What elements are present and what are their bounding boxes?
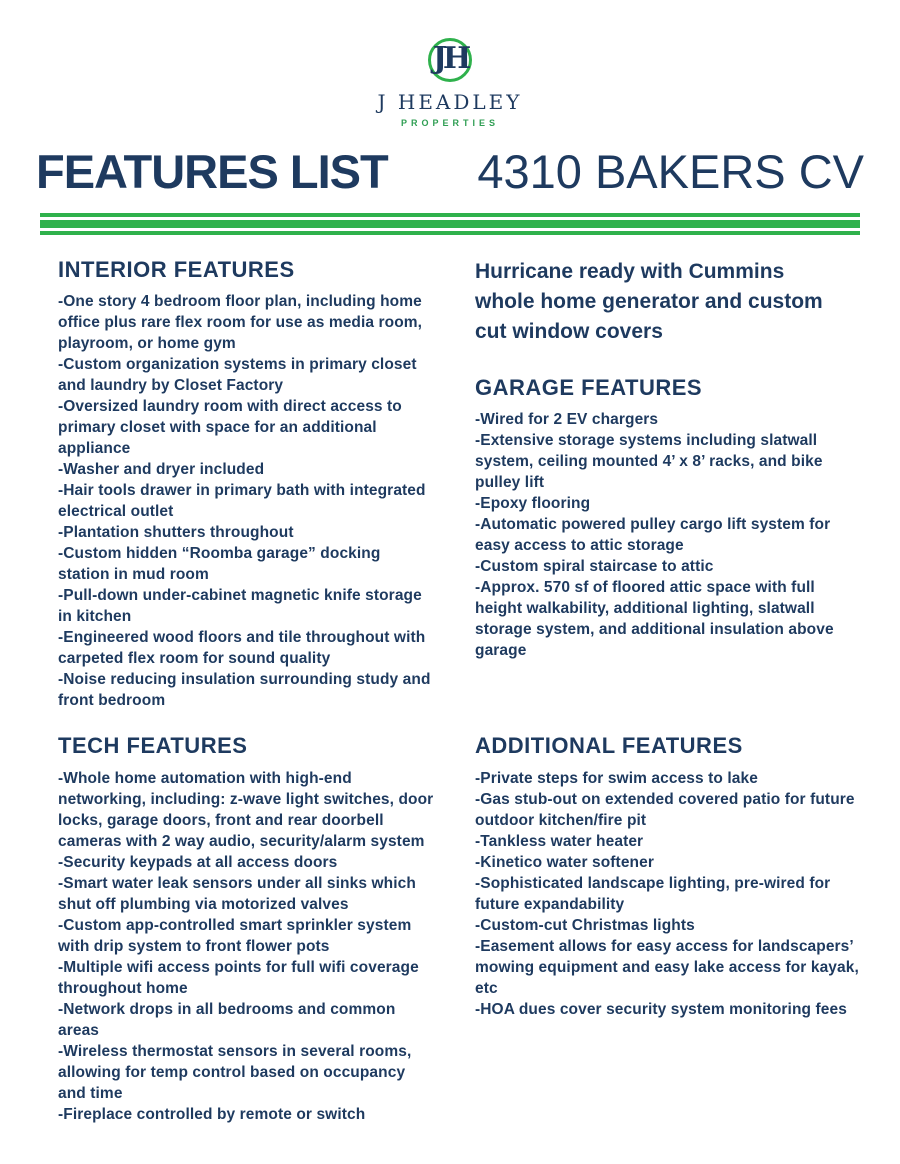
garage-features-list [475, 409, 860, 661]
brand-header [0, 0, 900, 128]
section-additional-features [465, 733, 860, 1124]
feature-item: -Custom organization systems in primary closet and laundry by Closet Factory [58, 356, 417, 395]
feature-item: -Extensive storage systems including slatwall system, ceiling mounted 4’ x 8’ racks, and bike pulley lift [475, 432, 823, 492]
divider-lines [40, 213, 860, 235]
feature-item: -Tankless water heater [475, 832, 644, 850]
feature-item: -One story 4 bedroom floor plan, including home office plus rare flex room for use as media room, playroom, or home gym [58, 293, 423, 353]
page-title [0, 144, 900, 199]
feature-item: -Network drops in all bedrooms and common areas [58, 1000, 396, 1039]
feature-item: -Approx. 570 sf of floored attic space with full height walkability, additional lighting, slatwall storage system, and additional insulation above garage [475, 579, 834, 660]
tech-features-list [58, 768, 435, 1125]
title-main: FEATURES LIST [36, 145, 388, 198]
section-tech-features [40, 733, 435, 1124]
feature-item: -Pull-down under-cabinet magnetic knife storage in kitchen [58, 587, 422, 626]
feature-item: -Fireplace controlled by remote or switch [58, 1105, 366, 1123]
feature-item: -Whole home automation with high-end networking, including: z-wave light switches, door locks, garage doors, front and rear doorbell cameras with 2 way audio, security/alarm system [58, 769, 434, 850]
feature-item: -Sophisticated landscape lighting, pre-wired for future expandability [475, 874, 831, 913]
tech-features-heading: TECH FEATURES [58, 733, 248, 759]
feature-item: -Plantation shutters throughout [58, 524, 294, 542]
content-grid [0, 235, 900, 1125]
feature-item: -Smart water leak sensors under all sinks which shut off plumbing via motorized valves [58, 874, 416, 913]
feature-item: -Private steps for swim access to lake [475, 769, 758, 787]
logo-monogram: JH [432, 41, 468, 76]
feature-item: -Washer and dryer included [58, 461, 265, 479]
divider-line-thick [40, 220, 860, 228]
hurricane-callout: Hurricane ready with Cummins whole home generator and custom cut window covers [475, 260, 823, 343]
feature-item: -Noise reducing insulation surrounding study and front bedroom [58, 671, 431, 710]
feature-item: -Engineered wood floors and tile throughout with carpeted flex room for sound quality [58, 629, 426, 668]
title-address: 4310 BAKERS CV [477, 145, 864, 198]
feature-item: -Custom hidden “Roomba garage” docking station in mud room [58, 545, 381, 584]
section-right-top [465, 257, 860, 711]
feature-item: -HOA dues cover security system monitoring fees [475, 1000, 847, 1018]
brand-name: J HEADLEY [377, 90, 523, 114]
additional-features-list [475, 768, 860, 1020]
feature-item: -Custom app-controlled smart sprinkler system with drip system to front flower pots [58, 916, 412, 955]
feature-item: -Oversized laundry room with direct access to primary closet with space for an additional appliance [58, 398, 402, 458]
feature-item: -Custom spiral staircase to attic [475, 558, 714, 576]
feature-item: -Custom-cut Christmas lights [475, 916, 695, 934]
feature-item: -Gas stub-out on extended covered patio for future outdoor kitchen/fire pit [475, 790, 855, 829]
section-interior-features [40, 257, 435, 711]
garage-features-heading: GARAGE FEATURES [475, 375, 703, 400]
divider-line-thin-top [40, 213, 860, 217]
interior-features-heading: INTERIOR FEATURES [58, 257, 295, 282]
feature-item: -Kinetico water softener [475, 853, 654, 871]
feature-item: -Wireless thermostat sensors in several rooms, allowing for temp control based on occupancy and time [58, 1042, 412, 1102]
interior-features-list [58, 291, 435, 711]
additional-features-heading: ADDITIONAL FEATURES [475, 733, 743, 759]
brand-tagline: PROPERTIES [400, 118, 499, 128]
feature-item: -Multiple wifi access points for full wifi coverage throughout home [58, 958, 419, 997]
logo-ring-icon [428, 38, 472, 82]
feature-item: -Epoxy flooring [475, 495, 591, 513]
feature-item: -Security keypads at all access doors [58, 853, 338, 871]
feature-item: -Hair tools drawer in primary bath with integrated electrical outlet [58, 482, 426, 521]
feature-item: -Automatic powered pulley cargo lift system for easy access to attic storage [475, 516, 831, 555]
feature-item: -Easement allows for easy access for landscapers’ mowing equipment and easy lake access for kayak, etc [475, 937, 859, 997]
feature-item: -Wired for 2 EV chargers [475, 411, 659, 429]
